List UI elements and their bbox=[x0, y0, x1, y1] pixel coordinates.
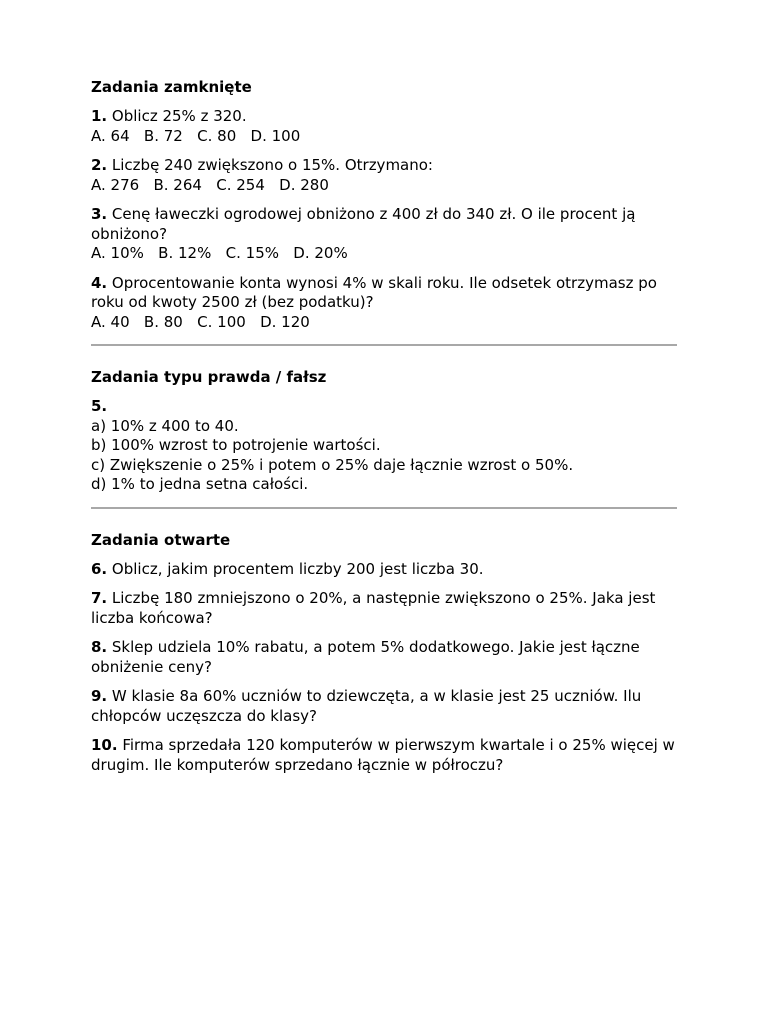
statement-item: d) 1% to jedna setna całości. bbox=[91, 475, 309, 493]
question-number: 10. bbox=[91, 736, 118, 754]
statement-item: b) 100% wzrost to potrojenie wartości. bbox=[91, 436, 381, 454]
question-2 bbox=[91, 156, 681, 195]
question-6 bbox=[91, 560, 681, 580]
question-number: 6. bbox=[91, 559, 108, 578]
question-number: 1. bbox=[91, 107, 108, 125]
question-5 bbox=[91, 397, 681, 495]
question-text: Liczbę 180 zmniejszono o 20%, a następnie zwiększono o 25%. Jaka jest liczba końcowa? bbox=[91, 589, 656, 627]
section-title: Zadania zamknięte bbox=[91, 78, 252, 96]
question-9 bbox=[91, 687, 681, 726]
question-3 bbox=[91, 205, 681, 264]
question-text: Oblicz 25% z 320. bbox=[107, 107, 247, 125]
question-text: Liczbę 240 zwiększono o 15%. Otrzymano: bbox=[107, 156, 433, 174]
statement-item: a) 10% z 400 to 40. bbox=[91, 416, 239, 435]
answer-options: A. 64 B. 72 C. 80 D. 100 bbox=[91, 126, 301, 145]
section-title: Zadania typu prawda / fałsz bbox=[91, 368, 327, 386]
question-text: Firma sprzedała 120 komputerów w pierwszym kwartale i o 25% więcej w drugim. Ile komputerów sprzedano łącznie w półroczu? bbox=[91, 736, 675, 774]
question-1 bbox=[91, 107, 681, 146]
question-text: Oblicz, jakim procentem liczby 200 jest liczba 30. bbox=[107, 559, 484, 578]
answer-options: A. 276 B. 264 C. 254 D. 280 bbox=[91, 175, 329, 194]
section-divider bbox=[91, 344, 677, 346]
question-text: Sklep udziela 10% rabatu, a potem 5% dodatkowego. Jakie jest łączne obniżenie ceny? bbox=[91, 638, 640, 676]
question-text: W klasie 8a 60% uczniów to dziewczęta, a w klasie jest 25 uczniów. Ilu chłopców uczęszcza do klasy? bbox=[91, 687, 642, 725]
worksheet-page bbox=[91, 78, 681, 785]
section-closed-tasks bbox=[91, 78, 681, 332]
question-number: 5. bbox=[91, 397, 108, 415]
section-open-tasks bbox=[91, 531, 681, 776]
question-10 bbox=[91, 736, 681, 775]
section-title: Zadania otwarte bbox=[91, 530, 231, 549]
answer-options: A. 10% B. 12% C. 15% D. 20% bbox=[91, 244, 348, 262]
answer-options: A. 40 B. 80 C. 100 D. 120 bbox=[91, 312, 310, 331]
question-number: 8. bbox=[91, 638, 108, 656]
question-number: 9. bbox=[91, 687, 108, 705]
statement-item: c) Zwiększenie o 25% i potem o 25% daje łącznie wzrost o 50%. bbox=[91, 455, 574, 474]
question-8 bbox=[91, 638, 681, 677]
section-divider bbox=[91, 507, 677, 509]
question-7 bbox=[91, 589, 681, 628]
question-number: 2. bbox=[91, 156, 108, 174]
question-text: Cenę ławeczki ogrodowej obniżono z 400 zł do 340 zł. O ile procent ją obniżono? bbox=[91, 205, 636, 243]
question-number: 3. bbox=[91, 205, 108, 223]
question-4 bbox=[91, 274, 681, 333]
section-true-false bbox=[91, 368, 681, 495]
question-number: 4. bbox=[91, 273, 108, 292]
question-number: 7. bbox=[91, 589, 108, 607]
question-text: Oprocentowanie konta wynosi 4% w skali roku. Ile odsetek otrzymasz po roku od kwoty 2500 zł (bez podatku)? bbox=[91, 273, 657, 311]
